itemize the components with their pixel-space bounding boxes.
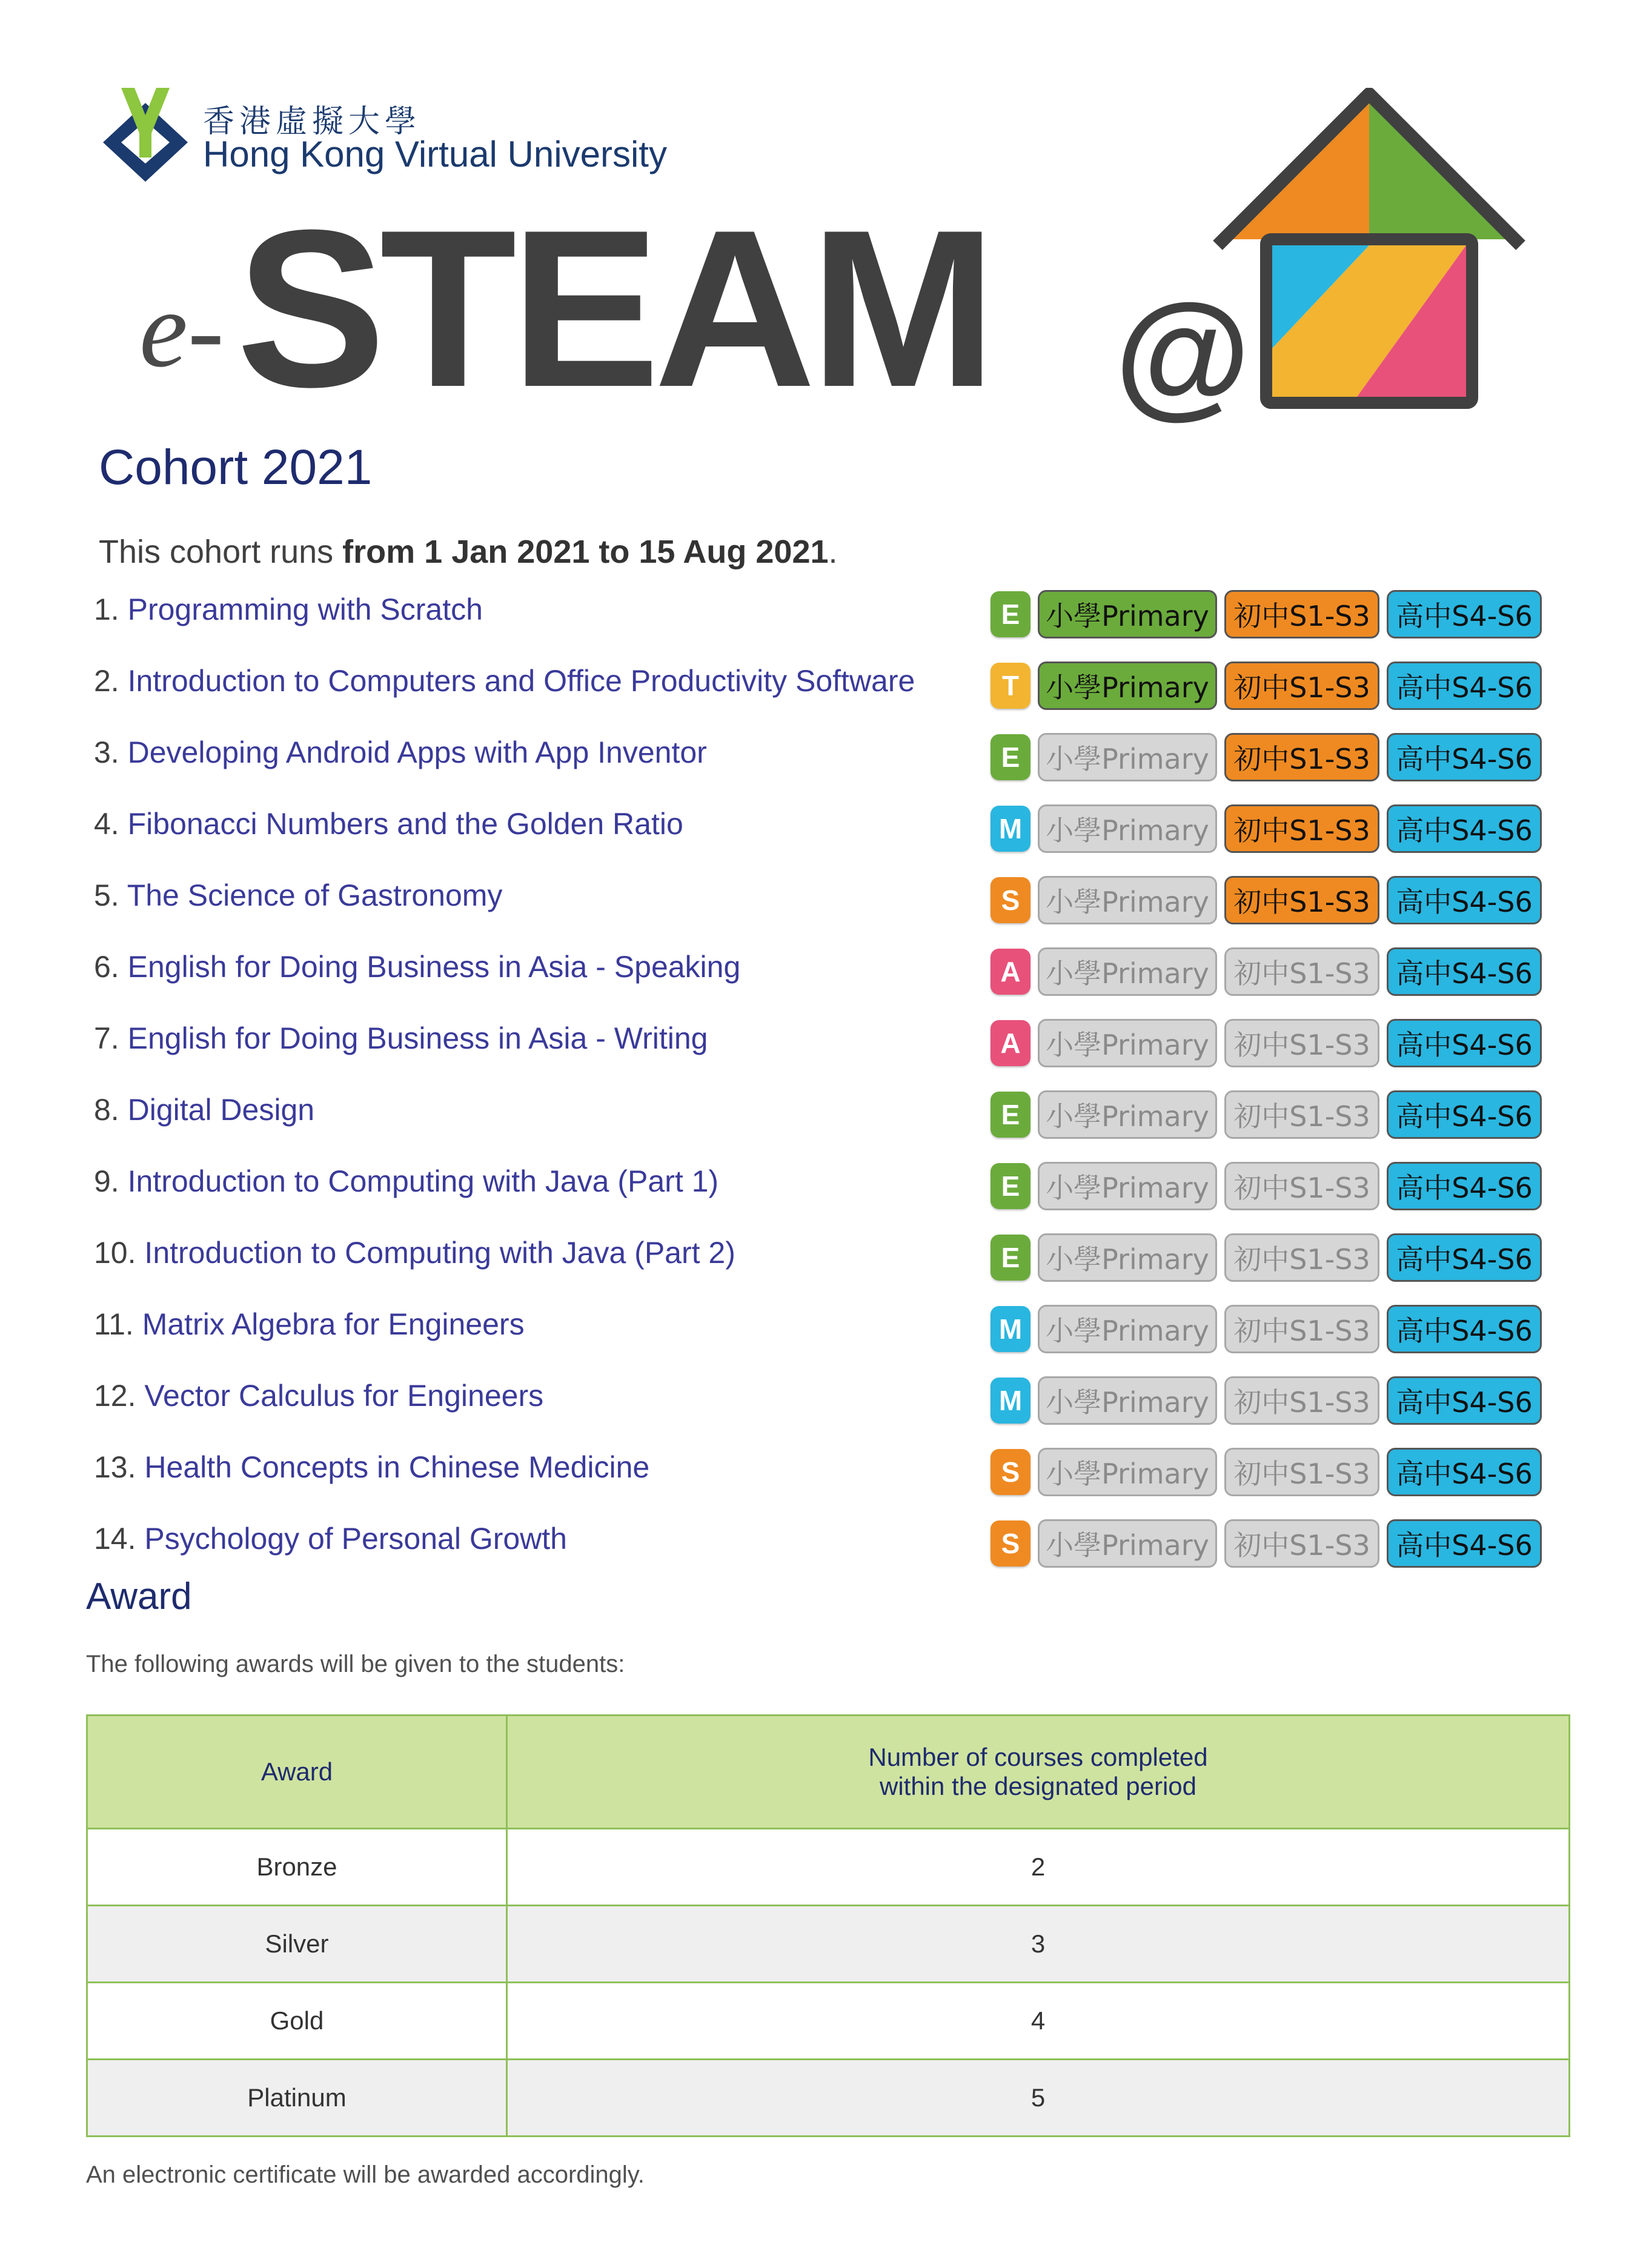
level-junior-badge: 初中S1-S3 — [1224, 733, 1379, 781]
course-link[interactable]: English for Doing Business in Asia - Speaking — [127, 950, 741, 984]
award-name: Platinum — [87, 2060, 507, 2137]
subject-badge: A — [991, 949, 1030, 995]
course-row — [94, 799, 1560, 870]
level-senior-badge: 高中S4-S6 — [1387, 1162, 1542, 1210]
award-heading: Award — [86, 1576, 192, 1617]
banner-prefix: e- — [139, 269, 224, 390]
course-tags — [991, 1232, 1542, 1284]
course-row — [94, 1371, 1560, 1442]
level-primary-badge: 小學Primary — [1038, 1090, 1217, 1139]
subject-badge: S — [991, 877, 1030, 923]
course-number: 1. — [94, 592, 119, 626]
course-row — [94, 942, 1560, 1013]
banner-steam: STEAM — [236, 184, 991, 434]
level-junior-badge: 初中S1-S3 — [1224, 1233, 1379, 1282]
level-primary-badge: 小學Primary — [1038, 947, 1217, 996]
course-tags — [991, 731, 1542, 783]
hkvu-logo-mark-icon — [97, 79, 194, 182]
course-row — [94, 1442, 1560, 1514]
level-junior-badge: 初中S1-S3 — [1224, 804, 1379, 853]
level-junior-badge: 初中S1-S3 — [1224, 590, 1379, 638]
course-tags — [991, 1160, 1542, 1212]
course-link[interactable]: Programming with Scratch — [127, 592, 483, 626]
course-number: 5. — [94, 878, 119, 912]
course-row — [94, 1514, 1560, 1585]
course-number: 10. — [94, 1236, 136, 1270]
course-number: 11. — [94, 1307, 134, 1341]
level-junior-badge: 初中S1-S3 — [1224, 1305, 1379, 1353]
level-junior-badge: 初中S1-S3 — [1224, 1162, 1379, 1210]
course-number: 2. — [94, 664, 119, 698]
course-row — [94, 1156, 1560, 1228]
level-junior-badge: 初中S1-S3 — [1224, 1019, 1379, 1067]
course-tags — [991, 946, 1542, 998]
level-senior-badge: 高中S4-S6 — [1387, 1519, 1542, 1568]
level-junior-badge: 初中S1-S3 — [1224, 1090, 1379, 1139]
cohort-intro: This cohort runs from 1 Jan 2021 to 15 Aug 2021. — [99, 534, 838, 570]
cohort-title: Cohort 2021 — [99, 440, 373, 495]
level-senior-badge: 高中S4-S6 — [1387, 876, 1542, 924]
level-junior-badge: 初中S1-S3 — [1224, 947, 1379, 996]
award-column-header: Award — [87, 1716, 507, 1829]
subject-badge: A — [991, 1020, 1030, 1066]
course-link[interactable]: The Science of Gastronomy — [127, 878, 503, 912]
level-senior-badge: 高中S4-S6 — [1387, 1448, 1542, 1496]
award-name: Gold — [87, 1983, 507, 2060]
course-link[interactable]: Matrix Algebra for Engineers — [142, 1307, 525, 1341]
course-link[interactable]: Fibonacci Numbers and the Golden Ratio — [127, 807, 683, 841]
award-name: Silver — [87, 1906, 507, 1983]
award-table — [86, 1714, 1570, 2137]
level-senior-badge: 高中S4-S6 — [1387, 1305, 1542, 1353]
course-number: 6. — [94, 950, 119, 984]
level-senior-badge: 高中S4-S6 — [1387, 804, 1542, 853]
course-link[interactable]: Developing Android Apps with App Inventor — [127, 735, 707, 769]
logo-english-name: Hong Kong Virtual University — [203, 134, 667, 174]
award-course-count: 4 — [507, 1983, 1570, 2060]
subject-badge: S — [991, 1520, 1030, 1567]
course-link[interactable]: Introduction to Computing with Java (Part 1) — [127, 1164, 719, 1198]
award-intro: The following awards will be given to the students: — [86, 1651, 625, 1677]
e-steam-banner — [133, 184, 1254, 434]
award-row — [87, 2060, 1570, 2137]
course-number: 3. — [94, 735, 119, 769]
subject-badge: E — [991, 1163, 1030, 1209]
level-junior-badge: 初中S1-S3 — [1224, 1448, 1379, 1496]
course-number: 7. — [94, 1021, 119, 1055]
level-junior-badge: 初中S1-S3 — [1224, 876, 1379, 924]
course-tags — [991, 1017, 1542, 1069]
course-row — [94, 656, 1560, 728]
subject-badge: E — [991, 1235, 1030, 1281]
level-senior-badge: 高中S4-S6 — [1387, 662, 1542, 710]
level-senior-badge: 高中S4-S6 — [1387, 1233, 1542, 1282]
award-course-count: 5 — [507, 2060, 1570, 2137]
course-row — [94, 1085, 1560, 1156]
banner-at: @ — [1115, 275, 1251, 431]
level-junior-badge: 初中S1-S3 — [1224, 1519, 1379, 1568]
level-senior-badge: 高中S4-S6 — [1387, 1090, 1542, 1139]
course-number: 9. — [94, 1164, 119, 1198]
course-tags — [991, 660, 1542, 712]
course-number: 12. — [94, 1379, 136, 1413]
course-link[interactable]: Vector Calculus for Engineers — [144, 1379, 544, 1413]
course-tags — [991, 1303, 1542, 1355]
subject-badge: M — [991, 1306, 1030, 1352]
course-tags — [991, 1089, 1542, 1141]
level-junior-badge: 初中S1-S3 — [1224, 662, 1379, 710]
level-primary-badge: 小學Primary — [1038, 662, 1217, 710]
course-row — [94, 1228, 1560, 1299]
award-row — [87, 1906, 1570, 1983]
course-tags — [991, 803, 1542, 855]
subject-badge: M — [991, 1378, 1030, 1424]
course-row — [94, 728, 1560, 799]
subject-badge: T — [991, 663, 1030, 709]
course-link[interactable]: Health Concepts in Chinese Medicine — [144, 1450, 650, 1484]
course-row — [94, 1013, 1560, 1085]
award-course-count: 2 — [507, 1829, 1570, 1906]
level-senior-badge: 高中S4-S6 — [1387, 733, 1542, 781]
course-row — [94, 1299, 1560, 1371]
level-primary-badge: 小學Primary — [1038, 876, 1217, 924]
level-primary-badge: 小學Primary — [1038, 804, 1217, 853]
subject-badge: E — [991, 734, 1030, 780]
logo-chinese-name: 香港虛擬大學 — [203, 104, 422, 140]
level-primary-badge: 小學Primary — [1038, 733, 1217, 781]
course-number: 4. — [94, 807, 119, 841]
subject-badge: M — [991, 806, 1030, 852]
level-primary-badge: 小學Primary — [1038, 1162, 1217, 1210]
courses-column-header: Number of courses completed within the designated period — [507, 1716, 1570, 1829]
hkvu-logo — [97, 79, 703, 194]
level-primary-badge: 小學Primary — [1038, 1233, 1217, 1282]
course-tags — [991, 1374, 1542, 1427]
award-row — [87, 1983, 1570, 2060]
award-name: Bronze — [87, 1829, 507, 1906]
course-tags — [991, 1446, 1542, 1498]
level-primary-badge: 小學Primary — [1038, 1019, 1217, 1067]
level-primary-badge: 小學Primary — [1038, 590, 1217, 638]
level-senior-badge: 高中S4-S6 — [1387, 947, 1542, 996]
award-table-header — [87, 1716, 1570, 1829]
course-number: 13. — [94, 1450, 136, 1484]
level-primary-badge: 小學Primary — [1038, 1448, 1217, 1496]
course-link[interactable]: Introduction to Computing with Java (Part 2) — [144, 1236, 735, 1270]
award-row — [87, 1829, 1570, 1906]
subject-badge: E — [991, 591, 1030, 637]
subject-badge: S — [991, 1449, 1030, 1495]
course-list — [94, 585, 1560, 1585]
course-row — [94, 870, 1560, 942]
cohort-dates: from 1 Jan 2021 to 15 Aug 2021 — [342, 534, 829, 570]
level-primary-badge: 小學Primary — [1038, 1305, 1217, 1353]
award-course-count: 3 — [507, 1906, 1570, 1983]
award-footnote: An electronic certificate will be awarded accordingly. — [86, 2161, 645, 2188]
level-junior-badge: 初中S1-S3 — [1224, 1376, 1379, 1425]
course-row — [94, 585, 1560, 656]
course-link[interactable]: Introduction to Computers and Office Productivity Software — [127, 664, 915, 698]
course-number: 14. — [94, 1522, 136, 1556]
house-icon — [1206, 88, 1533, 421]
level-senior-badge: 高中S4-S6 — [1387, 1019, 1542, 1067]
course-link[interactable]: Psychology of Personal Growth — [144, 1522, 567, 1556]
level-senior-badge: 高中S4-S6 — [1387, 590, 1542, 638]
course-tags — [991, 1517, 1542, 1570]
subject-badge: E — [991, 1092, 1030, 1138]
course-link[interactable]: Digital Design — [127, 1093, 315, 1127]
course-tags — [991, 588, 1542, 640]
course-tags — [991, 874, 1542, 926]
course-number: 8. — [94, 1093, 119, 1127]
level-primary-badge: 小學Primary — [1038, 1519, 1217, 1568]
level-primary-badge: 小學Primary — [1038, 1376, 1217, 1425]
level-senior-badge: 高中S4-S6 — [1387, 1376, 1542, 1425]
course-link[interactable]: English for Doing Business in Asia - Writing — [127, 1021, 708, 1055]
